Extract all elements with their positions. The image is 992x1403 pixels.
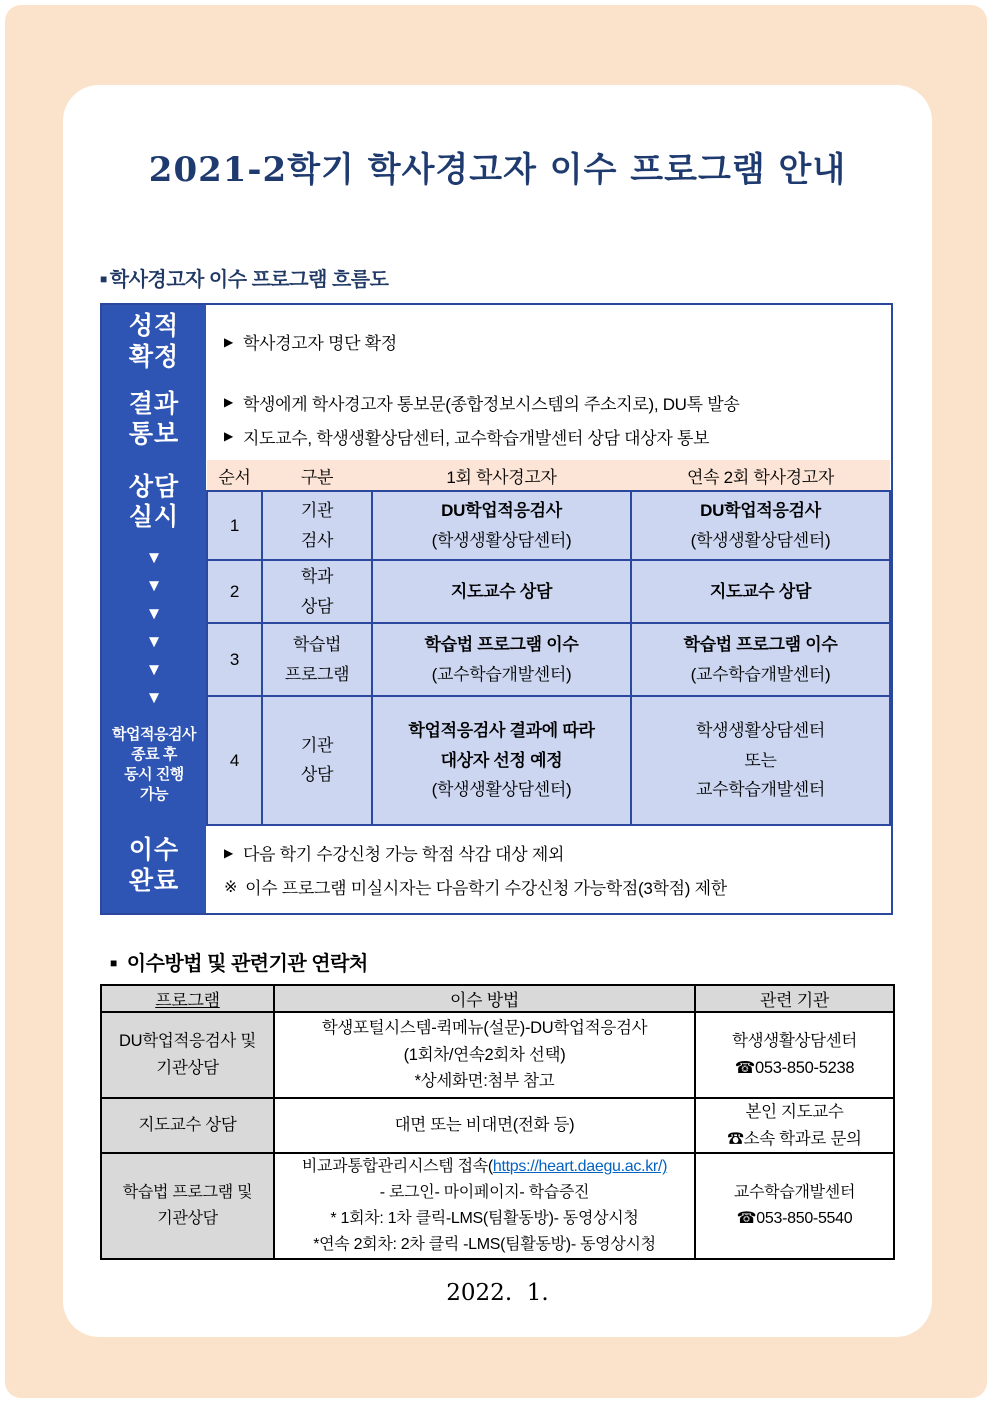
flow-arrows	[102, 544, 206, 712]
cell-line: 학습법	[292, 634, 342, 654]
cell-method	[274, 1012, 695, 1098]
program-table	[206, 460, 891, 826]
cell-line: 기관상담	[157, 1210, 218, 1228]
phone-icon: ☎	[734, 1059, 756, 1077]
triangle-bullet-icon: ▶	[224, 845, 233, 860]
table-row	[207, 696, 890, 825]
cell-line: DU학업적응검사 및	[119, 1032, 256, 1051]
phone-icon: ☎	[727, 1129, 744, 1148]
stage-label-line: 통보	[128, 420, 180, 448]
cell-organization	[695, 1098, 894, 1153]
cell-order: 3	[207, 623, 262, 696]
cell-line: (교수학습개발센터)	[431, 664, 572, 684]
cell-line: 학업적응검사 결과에 따라	[408, 720, 595, 740]
cell-type	[262, 623, 372, 696]
cell-program: 지도교수 상담	[101, 1098, 274, 1153]
square-bullet-icon: ■	[100, 272, 107, 286]
org-name: 교수학습개발센터	[733, 1184, 856, 1202]
reference-mark-icon: ※	[224, 878, 238, 896]
sidebar-note-line: 가능	[140, 785, 168, 803]
cell-line	[275, 1154, 694, 1180]
col-header-program-label: 프로그램	[155, 991, 220, 1010]
stage-label-line: 성적	[128, 312, 180, 340]
cell-line: 대상자 선정 예정	[440, 750, 563, 770]
cell-line: DU학업적응검사	[700, 500, 821, 520]
list-item-text: 지도교수, 학생생활상담센터, 교수학습개발센터 상담 대상자 통보	[242, 428, 710, 448]
cell-first-warning	[372, 491, 631, 560]
col-header-program	[101, 985, 274, 1012]
cell-line: (학생생활상담센터)	[431, 780, 572, 800]
cell-organization	[695, 1153, 894, 1259]
cell-order: 4	[207, 696, 262, 825]
arrow-down-icon: ▼	[145, 576, 163, 595]
cell-first-warning	[372, 623, 631, 696]
cell-line: 교수학습개발센터	[696, 780, 825, 800]
org-phone: 053-850-5238	[755, 1059, 855, 1077]
list-item	[224, 424, 891, 449]
list-item-text: 다음 학기 수강신청 가능 학점 삭감 대상 제외	[242, 845, 565, 864]
stage-grade-confirm	[102, 305, 206, 378]
flow-table	[100, 303, 893, 915]
flow-section-heading-label: 학사경고자 이수 프로그램 흐름도	[109, 269, 389, 291]
cell-line: 또는	[744, 750, 777, 770]
cell-line: 기관상담	[156, 1059, 219, 1077]
heart-system-link[interactable]: https://heart.daegu.ac.kr/)	[492, 1158, 668, 1176]
col-header-first-warning: 1회 학사경고자	[372, 460, 631, 491]
square-bullet-icon: ■	[110, 956, 117, 970]
triangle-bullet-icon: ▶	[224, 429, 233, 443]
cell-second-warning: 지도교수 상담	[631, 560, 890, 624]
stage-counseling	[102, 460, 206, 544]
cell-order: 1	[207, 491, 262, 560]
table-row	[207, 560, 890, 624]
cell-second-warning	[631, 696, 890, 825]
col-header-type: 구분	[262, 460, 372, 491]
sidebar-note-line: 학업적응검사	[112, 726, 196, 744]
sidebar-note-line: 종료 후	[131, 746, 177, 764]
org-phone: 소속 학과로 문의	[743, 1129, 862, 1148]
arrow-down-icon: ▼	[145, 548, 163, 567]
cell-line: (교수학습개발센터)	[690, 664, 831, 684]
list-item	[224, 329, 891, 354]
col-header-method: 이수 방법	[274, 985, 695, 1012]
cell-method: 대면 또는 비대면(전화 등)	[274, 1098, 695, 1153]
cell-line: 학습법 프로그램 및	[122, 1184, 253, 1202]
contact-section-heading	[110, 947, 368, 976]
cell-line: 학생생활상담센터	[696, 720, 825, 740]
table-row	[101, 1098, 894, 1153]
cell-type	[262, 696, 372, 825]
cell-second-warning	[631, 623, 890, 696]
contact-section-heading-label: 이수방법 및 관련기관 연락처	[126, 953, 368, 975]
cell-line: 학생포털시스템-퀵메뉴(설문)-DU학업적응검사	[321, 1018, 648, 1037]
flow-sidebar	[102, 305, 206, 913]
triangle-bullet-icon: ▶	[224, 395, 233, 409]
page-title: 2021-2학기 학사경고자 이수 프로그램 안내	[148, 150, 847, 190]
stage-label-line: 확정	[128, 342, 180, 371]
phone-icon: ☎	[736, 1210, 757, 1228]
cell-line: *연속 2회차: 2차 클릭 -LMS(팀활동방)- 동영상시청	[313, 1236, 656, 1254]
cell-line: 프로그램	[284, 664, 350, 684]
org-name: 본인 지도교수	[745, 1103, 844, 1121]
program-table-header-row	[207, 460, 890, 491]
cell-first-warning: 지도교수 상담	[372, 560, 631, 624]
org-phone-line	[696, 1206, 893, 1232]
cell-type	[262, 560, 372, 624]
cell-line: (학생생활상담센터)	[431, 530, 572, 550]
org-phone-line	[696, 1055, 893, 1082]
stage-result-notice	[102, 378, 206, 460]
org-phone-line	[696, 1126, 893, 1153]
col-header-organization: 관련 기관	[695, 985, 894, 1012]
contact-table-header-row	[101, 985, 894, 1012]
list-item-text: 이수 프로그램 미실시자는 다음학기 수강신청 가능학점(3학점) 제한	[245, 879, 727, 898]
stage-label-line: 결과	[128, 389, 180, 418]
list-item-text: 학사경고자 명단 확정	[242, 334, 397, 353]
cell-line: 학습법 프로그램 이수	[424, 634, 579, 654]
list-item	[224, 840, 891, 865]
cell-line: * 1회차: 1차 클릭-LMS(팀활동방)- 동영상시청	[330, 1210, 639, 1228]
stage-label-line: 이수	[128, 836, 180, 864]
cell-first-warning	[372, 696, 631, 825]
list-item	[224, 390, 891, 415]
arrow-down-icon: ▼	[145, 604, 163, 623]
cell-line: (1회차/연속2회차 선택)	[403, 1045, 566, 1064]
col-header-second-warning: 연속 2회 학사경고자	[631, 460, 890, 491]
cell-second-warning	[631, 491, 890, 560]
cell-line: - 로그인- 마이페이지- 학습증진	[379, 1184, 590, 1202]
cell-line: 학습법 프로그램 이수	[683, 634, 838, 654]
cell-line: 기관	[300, 735, 334, 755]
cell-line: DU학업적응검사	[441, 500, 562, 520]
cell-line: 검사	[300, 530, 334, 550]
stage-label-line: 완료	[128, 866, 180, 895]
cell-organization	[695, 1012, 894, 1098]
cell-line: 상담	[300, 765, 334, 785]
cell-order: 2	[207, 560, 262, 624]
completion-items	[206, 826, 891, 913]
triangle-bullet-icon: ▶	[224, 334, 233, 349]
list-item	[224, 874, 891, 899]
org-phone: 053-850-5540	[756, 1210, 853, 1228]
table-row	[207, 491, 890, 560]
result-notice-items	[206, 378, 891, 460]
sidebar-note	[102, 712, 206, 818]
table-row	[207, 623, 890, 696]
stage-label-line: 상담	[128, 472, 180, 501]
stage-label-line: 실시	[128, 503, 180, 531]
cell-method	[274, 1153, 695, 1259]
cell-program	[101, 1012, 274, 1098]
cell-line: 학과	[300, 566, 334, 586]
cell-line: 상담	[300, 596, 334, 616]
table-row	[101, 1012, 894, 1098]
arrow-down-icon: ▼	[145, 688, 163, 707]
document-date: 2022. 1.	[446, 1280, 549, 1306]
table-row	[101, 1153, 894, 1259]
list-item-text: 학생에게 학사경고자 통보문(종합정보시스템의 주소지로), DU톡 발송	[242, 394, 740, 414]
grade-confirm-items	[206, 305, 891, 378]
sidebar-note-line: 동시 진행	[124, 766, 184, 783]
cell-line: 기관	[300, 500, 334, 520]
org-name: 학생생활상담센터	[731, 1032, 858, 1051]
cell-program	[101, 1153, 274, 1259]
flow-content	[206, 305, 891, 913]
stage-completion	[102, 818, 206, 913]
col-header-order: 순서	[207, 460, 262, 491]
cell-line: *상세화면:첨부 참고	[414, 1072, 555, 1091]
cell-type	[262, 491, 372, 560]
flow-section-heading	[100, 263, 388, 292]
arrow-down-icon: ▼	[145, 632, 163, 651]
cell-line: (학생생활상담센터)	[690, 530, 831, 550]
link-prefix: 비교과통합관리시스템 접속(	[301, 1158, 493, 1176]
contact-table	[100, 984, 895, 1260]
arrow-down-icon: ▼	[145, 660, 163, 679]
